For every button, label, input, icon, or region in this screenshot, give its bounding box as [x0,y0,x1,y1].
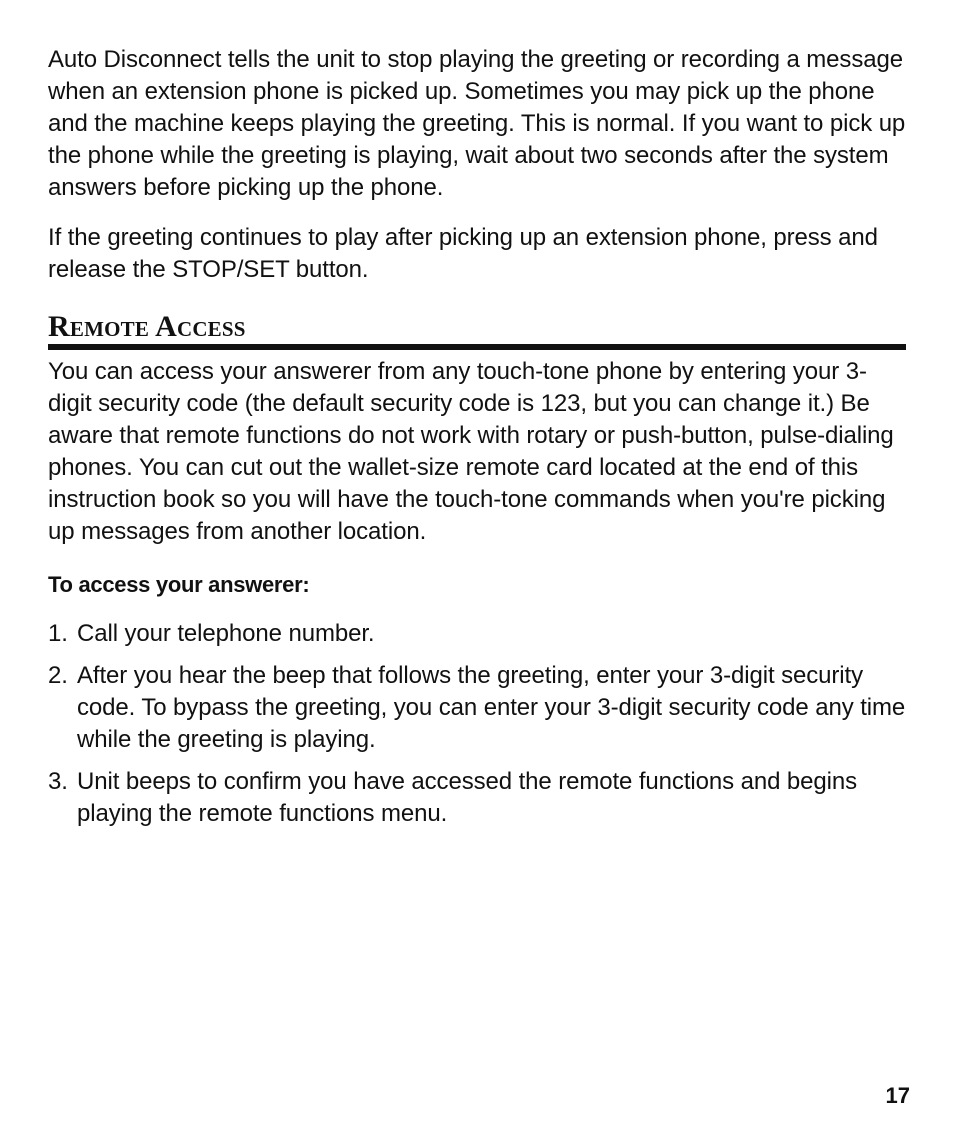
section-divider [48,344,906,350]
stop-set-paragraph: If the greeting continues to play after picking up an extension phone, press and release the STOP/SET button. [48,224,878,283]
step-number: 3. [48,768,68,795]
page-number: 17 [885,1083,910,1108]
list-item [48,766,908,830]
access-steps-list [48,618,908,830]
section-title-remote-access: Remote Access [48,310,246,343]
manual-page [48,44,908,830]
list-item [48,660,908,756]
step-number: 2. [48,662,68,689]
step-number: 1. [48,620,68,647]
access-instructions-heading: To access your answerer: [48,572,310,597]
remote-access-paragraph: You can access your answerer from any touch-tone phone by entering your 3-digit security code (the default security code is 123, but you can change it.) Be aware that remote functions do not work with rotary or push-button, pulse-dialing phones. You can cut out the wallet-size remote card located at the end of this instruction book so you will have the touch-tone commands when you're picking up messages from another location. [48,358,894,545]
list-item [48,618,908,650]
step-text: Unit beeps to confirm you have accessed the remote functions and begins playing the remote functions menu. [77,768,858,827]
step-text: Call your telephone number. [77,620,375,647]
auto-disconnect-paragraph: Auto Disconnect tells the unit to stop playing the greeting or recording a message when an extension phone is picked up. Sometimes you may pick up the phone and the machine keeps playing the greeting. This is normal. If you want to pick up the phone while the greeting is playing, wait about two seconds after the system answers before picking up the phone. [48,46,906,201]
step-text: After you hear the beep that follows the greeting, enter your 3-digit security code. To bypass the greeting, you can enter your 3-digit security code any time while the greeting is playing. [77,662,906,753]
